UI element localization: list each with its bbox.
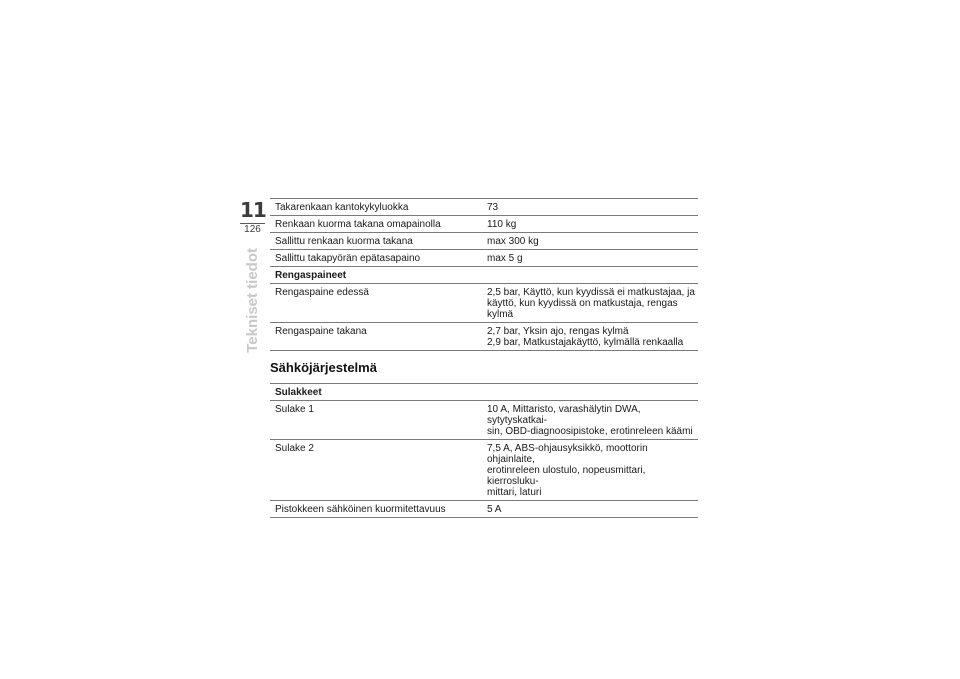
spec-value-line: sin, OBD-diagnoosipistoke, erotinreleen käämi	[487, 426, 693, 437]
spec-label: Rengaspaine takana	[275, 326, 367, 337]
spec-label: Rengaspaine edessä	[275, 287, 369, 298]
spec-value	[482, 443, 698, 498]
side-title-container	[244, 248, 262, 370]
tire-spec-table	[270, 198, 698, 351]
spec-value: 110 kg	[487, 219, 517, 230]
spec-value: max 5 g	[487, 253, 523, 264]
spec-value	[482, 287, 698, 320]
spec-value-line: 10 A, Mittaristo, varashälytin DWA, sytytyskatkai-	[487, 404, 641, 426]
spec-value	[482, 326, 698, 348]
chapter-number: 11	[240, 198, 266, 222]
page-number: 126	[244, 224, 261, 235]
table-row	[270, 198, 698, 215]
table-row	[270, 322, 698, 351]
spec-value-line: 5 A	[487, 504, 502, 515]
table-row	[270, 400, 698, 439]
table-row	[270, 232, 698, 249]
spec-label: Takarenkaan kantokykyluokka	[275, 202, 409, 213]
electrical-spec-table	[270, 383, 698, 518]
table-row	[270, 249, 698, 266]
spec-value-line: 2,7 bar, Yksin ajo, rengas kylmä	[487, 326, 629, 337]
table-row	[270, 500, 698, 518]
spec-value-line: erotinreleen ulostulo, nopeusmittari, kierrosluku-	[487, 465, 646, 487]
spec-label: Sulake 2	[275, 443, 314, 454]
chapter-side-title: Tekniset tiedot	[244, 248, 261, 353]
table-row	[270, 439, 698, 500]
spec-label: Sallittu renkaan kuorma takana	[275, 236, 413, 247]
table-row	[270, 283, 698, 322]
spec-value: 73	[487, 202, 499, 213]
spec-label: Sallittu takapyörän epätasapaino	[275, 253, 421, 264]
spec-label: Renkaan kuorma takana omapainolla	[275, 219, 441, 230]
spec-content	[270, 198, 698, 518]
spec-value-line: 2,9 bar, Matkustajakäyttö, kylmällä renkaalla	[487, 337, 684, 348]
spec-value: max 300 kg	[487, 236, 539, 247]
spec-value-line: 7,5 A, ABS-ohjausyksikkö, moottorin ohjainlaite,	[487, 443, 648, 465]
table-row	[270, 215, 698, 232]
spec-value-line: mittari, laturi	[487, 487, 542, 498]
tire-pressure-heading: Rengaspaineet	[270, 266, 698, 283]
spec-value-line: käyttö, kun kyydissä on matkustaja, rengas kylmä	[487, 298, 678, 320]
chapter-marker	[240, 200, 265, 236]
spec-label: Sulake 1	[275, 404, 314, 415]
section-title-electrical: Sähköjärjestelmä	[270, 360, 377, 375]
spec-value-line: 2,5 bar, Käyttö, kun kyydissä ei matkustajaa, ja	[487, 287, 695, 298]
spec-label: Pistokkeen sähköinen kuormitettavuus	[275, 504, 446, 515]
fuses-heading: Sulakkeet	[270, 383, 698, 400]
spec-value	[482, 404, 698, 437]
spec-value	[482, 504, 698, 515]
